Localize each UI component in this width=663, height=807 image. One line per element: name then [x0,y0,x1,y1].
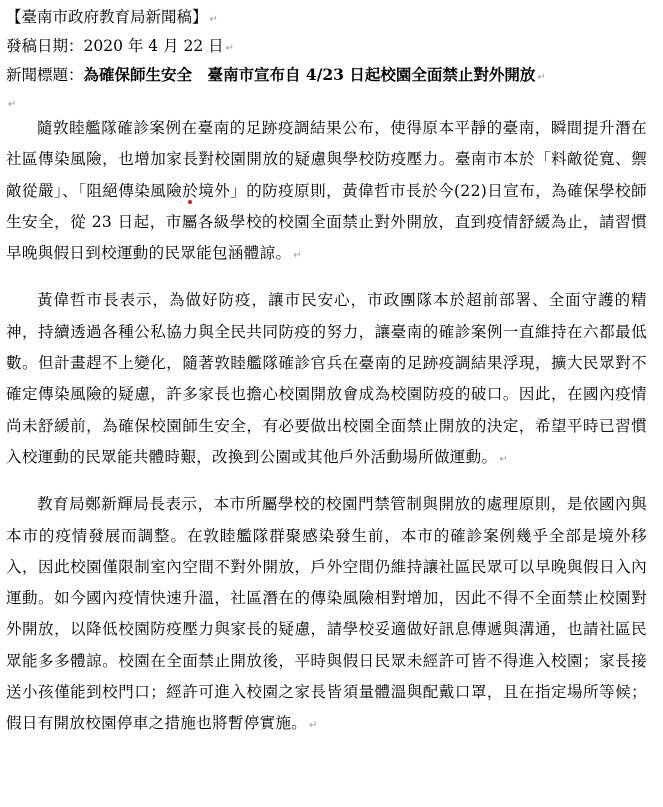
empty-line [6,91,647,113]
press-release-label: 【臺南市政府教育局新聞稿】 [6,8,208,26]
paragraph-mark-icon: ↵ [499,453,509,465]
paragraph-mark-icon: ↵ [293,250,303,262]
paragraph-gap [6,475,647,489]
news-title: 為確保師生安全 臺南市宣布自 4/23 日起校園全面禁止對外開放 [83,65,536,84]
press-release-label-line [6,4,647,33]
paragraph-mark-icon: ↵ [225,43,235,54]
news-title-line [6,62,647,91]
paragraph-1-marked-char: 於 [182,181,199,200]
paragraph-mark-icon: ↵ [537,72,546,83]
paragraph-3-text: 教育局鄭新輝局長表示，本市所屬學校的校園門禁管制與開放的處理原則，是依國內與本市的疫情發展而調整。在敦睦艦隊群聚感染發生前，本市的確診案例幾乎全部是境外移入，因此校園僅限制室內空間不對外開放，戶外空間仍維持讓社區民眾可以早晚與假日入內運動。如今國內疫情快速升溫，社區潛在的傳染風險相對增加，因此不得不全面禁止校園對外開放，以降低校園防疫壓力與家長的疑慮，請學校妥適做好訊息傳遞與溝通，也請社區民眾能多多體諒。校園在全面禁止開放後，平時與假日民眾未經許可皆不得進入校園；家長接送小孩僅能到校門口；經許可進入校園之家長皆須量體溫與配戴口罩，且在指定場所等候；假日有開放校園停車之措施也將暫停實施。 [6,495,647,733]
body-paragraph-1 [6,113,647,271]
paragraph-2-text: 黃偉哲市長表示，為做好防疫，讓市民安心，市政團隊本於超前部署、全面守護的精神，持續透過各種公私協力與全民共同防疫的努力，讓臺南的確診案例一直維持在六都最低數。但計畫趕不上變化，隨著敦睦艦隊確診官兵在臺南的足跡疫調結果浮現，擴大民眾對不確定傳染風險的疑慮，許多家長也擔心校園開放會成為校園防疫的破口。因此，在國內疫情尚未舒緩前，為確保校園師生安全，有必要做出校園全面禁止開放的決定，希望平時已習慣入校運動的民眾能共體時艱，改換到公園或其他戶外活動場所做運動。 [6,291,647,466]
body-paragraph-2 [6,285,647,475]
paragraph-mark-icon: ↵ [309,720,318,732]
release-date: 發稿日期：2020 年 4 月 22 日 [6,37,224,55]
news-title-prefix: 新聞標題： [6,66,84,84]
paragraph-gap [6,271,647,285]
body-paragraph-3 [6,489,647,741]
paragraph-1-text-a: 隨敦睦艦隊確診案例在臺南的足跡疫調結果公布，使得原本平靜的臺南，瞬間提升潛在社區傳染風險，也增加家長對校園開放的疑慮與學校防疫壓力。臺南市本於「料敵從寬、禦敵從嚴」、「阻絕傳染風險 [6,119,647,200]
release-date-line [6,33,647,62]
paragraph-mark-icon: ↵ [209,14,218,25]
paragraph-mark-icon: ↵ [8,99,17,110]
paragraph-1-text-b: 境外」的防疫原則，黃偉哲市長於今(22)日宣布，為確保學校師生安全，從 23 日起，市屬各級學校的校園全面禁止對外開放，直到疫情舒緩為止，請習慣早晚與假日到校運動的民眾能包涵體諒。 [6,181,647,263]
